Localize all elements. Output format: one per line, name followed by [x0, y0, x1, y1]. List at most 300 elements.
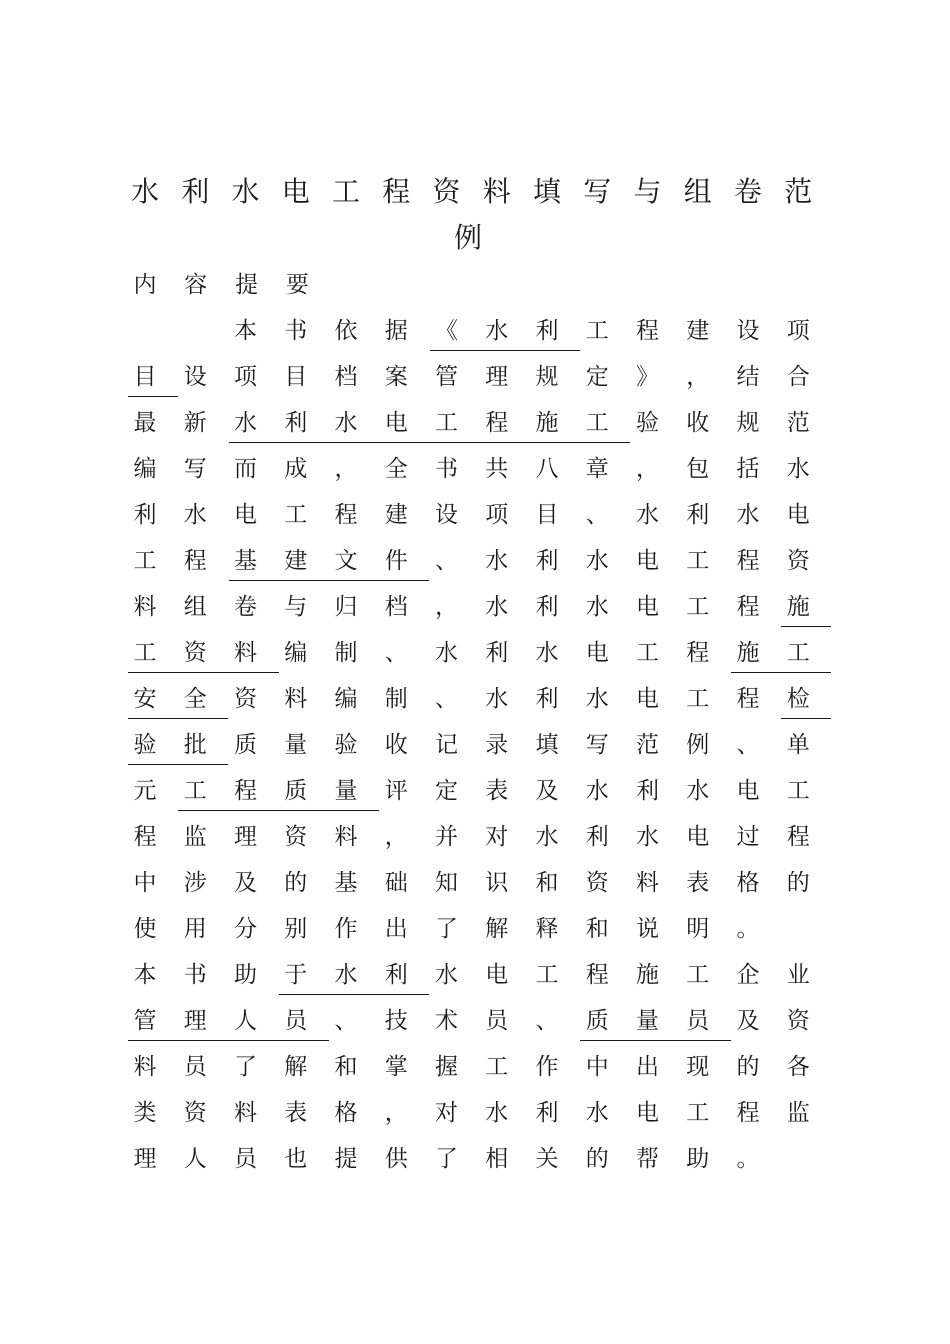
- char: 关: [535, 1146, 559, 1172]
- char: 建: [384, 502, 408, 528]
- char: 制: [334, 640, 358, 666]
- char: 程: [133, 824, 157, 850]
- char: 工: [686, 548, 710, 574]
- char: 于: [284, 962, 308, 988]
- char: 工: [636, 640, 659, 666]
- char: 及: [234, 870, 257, 896]
- char: 涉: [183, 870, 207, 896]
- char: 提: [235, 272, 259, 298]
- char: 并: [435, 824, 458, 850]
- char: 元: [133, 778, 157, 804]
- char: 料: [284, 686, 308, 712]
- char: 资: [786, 548, 810, 574]
- underline: [128, 718, 228, 719]
- char: 理: [485, 364, 509, 390]
- underline: [279, 994, 430, 995]
- char: 管: [133, 1008, 157, 1034]
- char: 程: [736, 686, 760, 712]
- char: 工: [535, 962, 559, 988]
- char: 施: [736, 640, 760, 666]
- underline: [781, 718, 831, 719]
- char: 水: [231, 175, 260, 208]
- underline: [580, 1040, 731, 1041]
- char: 组: [183, 594, 207, 620]
- char: 作: [334, 916, 358, 942]
- char: 利: [686, 502, 710, 528]
- char: 电: [686, 824, 710, 850]
- char: 电: [636, 1100, 659, 1126]
- body-line-2: [0, 362, 950, 406]
- char: 工: [331, 175, 360, 208]
- char: 和: [535, 870, 559, 896]
- char: 及: [535, 778, 559, 804]
- char: 理: [183, 1008, 207, 1034]
- char: 人: [234, 1008, 257, 1034]
- char: 解: [284, 1054, 308, 1080]
- body-line-3: [0, 408, 950, 452]
- char: 工: [585, 318, 609, 344]
- char: 和: [334, 1054, 358, 1080]
- char: 、: [435, 686, 458, 712]
- char: 编: [284, 640, 308, 666]
- char: 中: [133, 870, 157, 896]
- char: 要: [285, 272, 309, 298]
- char: 定: [435, 778, 458, 804]
- char: 员: [284, 1008, 308, 1034]
- char: 水: [585, 594, 609, 620]
- char: 归: [334, 594, 358, 620]
- char: 单: [786, 732, 810, 758]
- char: 工: [686, 594, 710, 620]
- char: 释: [535, 916, 559, 942]
- char: 例: [453, 221, 482, 254]
- char: 与: [284, 594, 308, 620]
- char: 资: [183, 640, 207, 666]
- char: 的: [736, 1054, 760, 1080]
- char: 范: [784, 175, 813, 208]
- char: 文: [334, 548, 358, 574]
- char: 最: [133, 410, 157, 436]
- char: 水: [130, 175, 159, 208]
- char: 水: [585, 1100, 609, 1126]
- char: 而: [234, 456, 257, 482]
- title-line-1: [0, 174, 950, 218]
- char: 制: [384, 686, 408, 712]
- char: 别: [284, 916, 308, 942]
- char: 评: [384, 778, 408, 804]
- char: 本: [234, 318, 257, 344]
- body-line-5: [0, 500, 950, 544]
- char: 八: [535, 456, 559, 482]
- char: 质: [284, 778, 308, 804]
- char: 水: [435, 640, 458, 666]
- char: 资: [432, 175, 461, 208]
- char: 合: [786, 364, 810, 390]
- char: 共: [485, 456, 509, 482]
- char: 过: [736, 824, 760, 850]
- char: 施: [535, 410, 559, 436]
- char: 程: [736, 1100, 760, 1126]
- char: 工: [183, 778, 207, 804]
- char: 新: [183, 410, 207, 436]
- char: 编: [334, 686, 358, 712]
- char: 填: [532, 175, 561, 208]
- char: 了: [234, 1054, 257, 1080]
- char: 了: [435, 1146, 458, 1172]
- char: 了: [435, 916, 458, 942]
- char: 、: [535, 1008, 559, 1034]
- body-line-1: [0, 316, 950, 360]
- underline: [128, 1040, 329, 1041]
- char: 电: [485, 962, 509, 988]
- char: 成: [284, 456, 308, 482]
- body-line-4: [0, 454, 950, 498]
- char: 利: [133, 502, 157, 528]
- char: 规: [736, 410, 760, 436]
- char: 供: [384, 1146, 408, 1172]
- char: 作: [535, 1054, 559, 1080]
- char: 电: [636, 686, 659, 712]
- char: 》: [636, 364, 659, 390]
- underline: [430, 350, 581, 351]
- char: 对: [435, 1100, 458, 1126]
- char: 水: [585, 548, 609, 574]
- char: 工: [686, 686, 710, 712]
- char: 验: [334, 732, 358, 758]
- char: 知: [435, 870, 458, 896]
- char: 使: [133, 916, 157, 942]
- char: 电: [234, 502, 257, 528]
- char: 质: [234, 732, 257, 758]
- char: 书: [435, 456, 458, 482]
- char: 验: [133, 732, 157, 758]
- char: 资: [234, 686, 257, 712]
- char: 电: [636, 548, 659, 574]
- char: 批: [183, 732, 207, 758]
- char: 分: [234, 916, 257, 942]
- char: 容: [184, 272, 208, 298]
- char: ，: [384, 1100, 408, 1126]
- char: 程: [636, 318, 659, 344]
- char: 水: [234, 410, 257, 436]
- char: 工: [585, 410, 609, 436]
- char: 建: [686, 318, 710, 344]
- char: 基: [334, 870, 358, 896]
- underline: [128, 672, 279, 673]
- char: 程: [786, 824, 810, 850]
- char: 档: [384, 594, 408, 620]
- char: 工: [686, 962, 710, 988]
- char: 各: [786, 1054, 810, 1080]
- char: 收: [384, 732, 408, 758]
- char: 书: [183, 962, 207, 988]
- char: 程: [334, 502, 358, 528]
- char: 水: [485, 548, 509, 574]
- body-line-9: [0, 684, 950, 728]
- char: 出: [636, 1054, 659, 1080]
- char: 项: [485, 502, 509, 528]
- char: 类: [133, 1100, 157, 1126]
- char: ，: [686, 364, 710, 390]
- char: 员: [183, 1054, 207, 1080]
- char: 水: [636, 824, 659, 850]
- char: 出: [384, 916, 408, 942]
- char: 工: [435, 410, 458, 436]
- char: 表: [485, 778, 509, 804]
- char: ，: [435, 594, 458, 620]
- char: 用: [183, 916, 207, 942]
- char: 目: [535, 502, 559, 528]
- char: 监: [183, 824, 207, 850]
- char: 施: [636, 962, 659, 988]
- char: 全: [384, 456, 408, 482]
- char: 员: [234, 1146, 257, 1172]
- char: 量: [284, 732, 308, 758]
- char: 例: [686, 732, 710, 758]
- char: 提: [334, 1146, 358, 1172]
- char: 目: [284, 364, 308, 390]
- char: 写: [583, 175, 612, 208]
- char: 收: [686, 410, 710, 436]
- char: 电: [281, 175, 310, 208]
- char: 目: [133, 364, 157, 390]
- char: 表: [284, 1100, 308, 1126]
- char: 对: [485, 824, 509, 850]
- char: 相: [485, 1146, 509, 1172]
- char: 理: [234, 824, 257, 850]
- section-heading: [0, 270, 950, 314]
- char: 、: [585, 502, 609, 528]
- body-line-15: [0, 960, 950, 1004]
- char: 及: [736, 1008, 760, 1034]
- char: 的: [284, 870, 308, 896]
- char: 章: [585, 456, 609, 482]
- char: 表: [686, 870, 710, 896]
- underline: [229, 580, 430, 581]
- char: 、: [334, 1008, 358, 1034]
- char: 中: [585, 1054, 609, 1080]
- char: 解: [485, 916, 509, 942]
- char: 内: [133, 272, 157, 298]
- char: 程: [485, 410, 509, 436]
- char: 件: [384, 548, 408, 574]
- char: 资: [183, 1100, 207, 1126]
- char: 利: [284, 410, 308, 436]
- char: 水: [786, 456, 810, 482]
- char: 水: [535, 640, 559, 666]
- char: 检: [786, 686, 810, 712]
- body-line-7: [0, 592, 950, 636]
- char: 助: [686, 1146, 710, 1172]
- char: 程: [686, 640, 710, 666]
- char: 水: [183, 502, 207, 528]
- char: 安: [133, 686, 157, 712]
- char: 写: [183, 456, 207, 482]
- char: 水: [334, 962, 358, 988]
- char: 的: [786, 870, 810, 896]
- char: 设: [435, 502, 458, 528]
- char: 量: [636, 1008, 659, 1034]
- char: 括: [736, 456, 760, 482]
- char: 水: [435, 962, 458, 988]
- char: 程: [736, 594, 760, 620]
- char: 说: [636, 916, 659, 942]
- char: 项: [234, 364, 257, 390]
- char: 项: [786, 318, 810, 344]
- char: 资: [786, 1008, 810, 1034]
- char: 利: [181, 175, 210, 208]
- char: 包: [686, 456, 710, 482]
- char: 利: [485, 640, 509, 666]
- char: 水: [334, 410, 358, 436]
- char: 利: [535, 594, 559, 620]
- char: 水: [736, 502, 760, 528]
- title-line-2: [0, 220, 950, 264]
- char: 写: [585, 732, 609, 758]
- char: 现: [686, 1054, 710, 1080]
- char: 础: [384, 870, 408, 896]
- char: 利: [384, 962, 408, 988]
- char: 验: [636, 410, 659, 436]
- underline: [178, 810, 379, 811]
- char: 掌: [384, 1054, 408, 1080]
- char: 依: [334, 318, 358, 344]
- char: 全: [183, 686, 207, 712]
- underline: [781, 626, 831, 627]
- char: 和: [585, 916, 609, 942]
- body-line-14: [0, 914, 950, 958]
- char: 料: [482, 175, 511, 208]
- char: 工: [786, 778, 810, 804]
- char: 规: [535, 364, 559, 390]
- char: 员: [686, 1008, 710, 1034]
- char: 料: [234, 640, 257, 666]
- char: 电: [384, 410, 408, 436]
- char: 程: [382, 175, 411, 208]
- char: 水: [485, 318, 509, 344]
- char: 资: [284, 824, 308, 850]
- char: 料: [334, 824, 358, 850]
- char: 员: [485, 1008, 509, 1034]
- char: 企: [736, 962, 760, 988]
- char: 水: [485, 594, 509, 620]
- char: 、: [736, 732, 760, 758]
- char: 范: [636, 732, 659, 758]
- char: 利: [535, 548, 559, 574]
- char: 量: [334, 778, 358, 804]
- char: 编: [133, 456, 157, 482]
- char: 料: [133, 594, 157, 620]
- char: 料: [636, 870, 659, 896]
- char: 基: [234, 548, 257, 574]
- char: 与: [633, 175, 662, 208]
- char: 业: [786, 962, 810, 988]
- char: 定: [585, 364, 609, 390]
- char: 电: [585, 640, 609, 666]
- char: 本: [133, 962, 157, 988]
- char: 也: [284, 1146, 308, 1172]
- char: 施: [786, 594, 810, 620]
- char: 利: [585, 824, 609, 850]
- char: 记: [435, 732, 458, 758]
- char: 监: [786, 1100, 810, 1126]
- char: 水: [636, 502, 659, 528]
- char: 填: [535, 732, 559, 758]
- char: 技: [384, 1008, 408, 1034]
- char: 术: [435, 1008, 458, 1034]
- char: 电: [786, 502, 810, 528]
- char: 水: [535, 824, 559, 850]
- char: 格: [736, 870, 760, 896]
- char: 工: [485, 1054, 509, 1080]
- char: 格: [334, 1100, 358, 1126]
- char: 水: [485, 686, 509, 712]
- char: 工: [133, 548, 157, 574]
- char: 利: [535, 686, 559, 712]
- char: 工: [786, 640, 810, 666]
- char: 工: [133, 640, 157, 666]
- body-line-10: [0, 730, 950, 774]
- char: 助: [234, 962, 257, 988]
- char: 设: [183, 364, 207, 390]
- char: ，: [636, 456, 659, 482]
- char: 《: [435, 318, 458, 344]
- char: 管: [435, 364, 458, 390]
- char: 范: [786, 410, 810, 436]
- body-line-8: [0, 638, 950, 682]
- char: 识: [485, 870, 509, 896]
- char: 资: [585, 870, 609, 896]
- char: 理: [133, 1146, 157, 1172]
- char: 人: [183, 1146, 207, 1172]
- char: 水: [585, 686, 609, 712]
- char: 组: [683, 175, 712, 208]
- underline: [128, 396, 178, 397]
- char: 卷: [733, 175, 762, 208]
- body-line-13: [0, 868, 950, 912]
- body-line-17: [0, 1052, 950, 1096]
- char: 利: [535, 318, 559, 344]
- char: 程: [736, 548, 760, 574]
- char: 握: [435, 1054, 458, 1080]
- char: 利: [636, 778, 659, 804]
- char: 书: [284, 318, 308, 344]
- char: 电: [636, 594, 659, 620]
- body-line-12: [0, 822, 950, 866]
- char: 水: [585, 778, 609, 804]
- body-line-16: [0, 1006, 950, 1050]
- char: 档: [334, 364, 358, 390]
- body-line-18: [0, 1098, 950, 1142]
- char: 设: [736, 318, 760, 344]
- char: 录: [485, 732, 509, 758]
- char: 结: [736, 364, 760, 390]
- char: 。: [736, 1146, 760, 1172]
- char: 据: [384, 318, 408, 344]
- char: ，: [334, 456, 358, 482]
- underline: [731, 672, 831, 673]
- char: 利: [535, 1100, 559, 1126]
- char: 程: [183, 548, 207, 574]
- char: 质: [585, 1008, 609, 1034]
- char: 帮: [636, 1146, 659, 1172]
- body-line-19: [0, 1144, 950, 1188]
- char: 的: [585, 1146, 609, 1172]
- char: ，: [384, 824, 408, 850]
- char: 案: [384, 364, 408, 390]
- char: 水: [686, 778, 710, 804]
- body-line-11: [0, 776, 950, 820]
